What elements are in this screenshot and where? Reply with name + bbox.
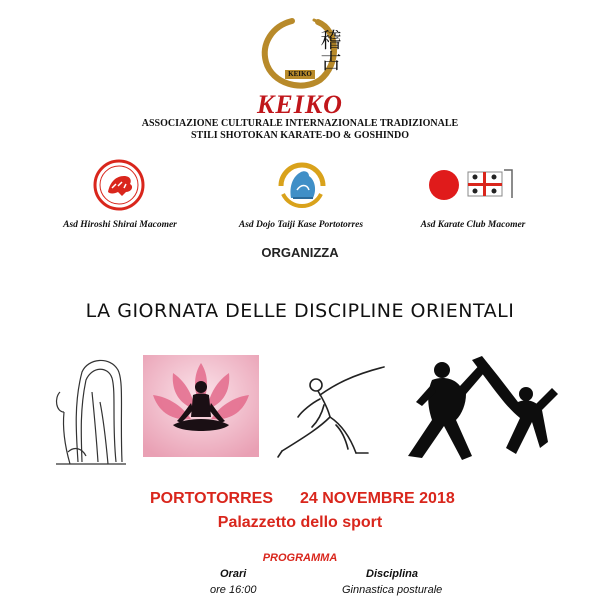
program-row-discipline: Ginnastica posturale	[342, 584, 443, 596]
brand-name: KEIKO	[257, 90, 343, 119]
club-caption-3: Asd Karate Club Macomer	[420, 220, 526, 230]
taichi-figure-image	[272, 355, 390, 461]
lotus-meditation-icon	[143, 355, 259, 457]
dojo-seal-icon	[275, 150, 329, 216]
karate-kick-image	[398, 338, 560, 466]
club-caption-1: Asd Hiroshi Shirai Macomer	[63, 220, 177, 230]
event-venue: Palazzetto dello sport	[217, 514, 383, 531]
association-line-1: ASSOCIAZIONE CULTURALE INTERNAZIONALE TRADIZIONALE	[141, 118, 459, 129]
taichi-sketch-icon	[272, 355, 390, 461]
organizza-label: ORGANIZZA	[261, 245, 339, 260]
logo-kanji: 稽古	[318, 29, 342, 71]
program-col-discipline: Disciplina	[366, 568, 418, 580]
posture-sketch-icon	[48, 352, 130, 468]
tiger-emblem-icon	[92, 158, 146, 212]
rising-sun-flag-icon	[428, 166, 514, 204]
club-logo-dojo	[275, 150, 329, 216]
program-col-time: Orari	[220, 568, 247, 580]
club-caption-2: Asd Dojo Taiji Kase Portotorres	[238, 220, 364, 230]
program-row-time: ore 16:00	[210, 584, 257, 596]
yoga-meditation-image	[143, 355, 259, 457]
posture-figure-image	[48, 352, 130, 468]
event-title: LA GIORNATA DELLE DISCIPLINE ORIENTALI	[85, 300, 515, 322]
club-logo-karate-macomer	[428, 166, 514, 204]
program-title: PROGRAMMA	[262, 552, 338, 564]
event-date: 24 NOVEMBRE 2018	[300, 490, 455, 507]
club-logo-tiger	[92, 158, 146, 212]
logo-ribbon: KEIKO	[285, 70, 315, 79]
association-line-2: STILI SHOTOKAN KARATE-DO & GOSHINDO	[190, 130, 409, 141]
event-city: PORTOTORRES	[150, 490, 273, 507]
karate-fighters-icon	[398, 338, 560, 466]
keiko-logo	[258, 14, 342, 90]
